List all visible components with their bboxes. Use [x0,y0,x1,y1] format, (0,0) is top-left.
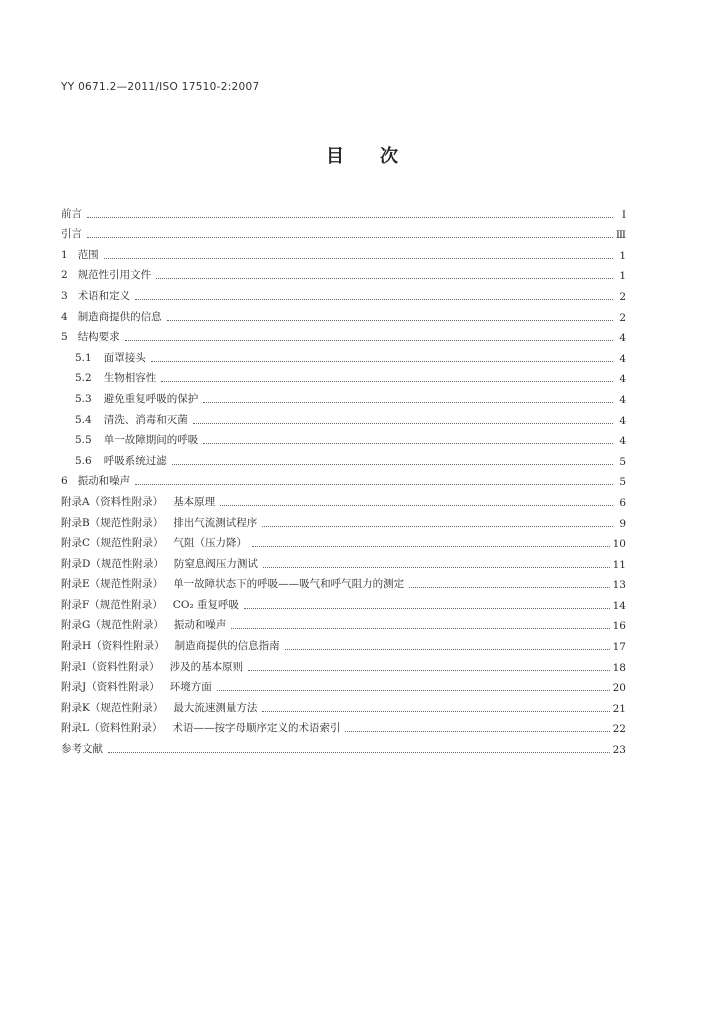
dot-leader [263,567,610,568]
dot-leader [203,402,613,403]
toc-entry-number: 5 [61,331,68,344]
page-title [0,142,724,168]
toc-entry-page: 5 [619,455,626,468]
toc-entry-title: 防窒息阀压力测试 [173,557,258,570]
toc-entry-label [61,741,103,756]
toc-entry-label [75,370,156,385]
toc-entry[interactable] [61,200,626,221]
toc-entry-number: 5.2 [75,372,92,385]
dot-leader [244,608,610,609]
toc-entry-number: 附录D（规范性附录） [61,557,164,570]
toc-entry-title: 前言 [61,207,82,220]
toc-entry-title: CO₂ 重复呼吸 [172,598,239,611]
toc-entry-title: 制造商提供的信息 [77,310,162,323]
toc-entry-page: 10 [612,538,626,551]
toc-entry-label [61,679,212,694]
toc-entry-page: Ⅰ [621,208,626,221]
dot-leader [87,217,613,218]
dot-leader [156,278,613,279]
toc-entry-title: 涉及的基本原则 [169,660,244,673]
toc-entry-page: 23 [612,744,626,757]
toc-entry-title: 术语——按字母顺序定义的术语索引 [172,722,341,735]
toc-entry-number: 5.6 [75,454,92,467]
toc-entry-page: 4 [619,414,626,427]
standard-code: YY 0671.2—2011/ISO 17510-2:2007 [61,81,260,93]
dot-leader [172,464,613,465]
title-char-1: 目 [326,146,344,167]
toc-entry-number: 附录F（规范性附录） [61,598,163,611]
toc-entry-page: 1 [619,249,626,262]
dot-leader [409,587,609,588]
dot-leader [285,649,610,650]
toc-entry-label [61,473,130,488]
dot-leader [231,628,609,629]
toc-entry-page: Ⅲ [615,229,626,242]
toc-entry-number: 附录I（资料性附录） [61,660,160,673]
dot-leader [87,237,613,238]
toc-entry-page: 4 [619,373,626,386]
toc-entry[interactable] [61,406,626,427]
toc-entry-label [75,350,146,365]
toc-entry[interactable] [61,221,626,242]
toc-entry-number: 3 [61,289,68,302]
toc-entry-title: 引言 [61,228,82,241]
toc-entry-title: 单一故障期间的呼吸 [103,434,199,447]
toc-entry[interactable] [61,303,626,324]
toc-entry-title: 最大流速测量方法 [173,701,258,714]
toc-entry[interactable] [61,550,626,571]
toc-entry-number: 附录J（资料性附录） [61,681,160,694]
toc-entry-title: 避免重复呼吸的保护 [103,392,199,405]
toc-entry-title: 术语和定义 [77,289,131,302]
toc-entry-title: 振动和噪声 [173,619,227,632]
toc-entry-title: 排出气流测试程序 [173,516,258,529]
toc-entry[interactable] [61,427,626,448]
toc-entry[interactable] [61,447,626,468]
toc-entry-page: 20 [612,682,626,695]
toc-entry[interactable] [61,530,626,551]
toc-entry-label [61,247,99,262]
toc-entry-number: 5.4 [75,413,92,426]
toc-entry[interactable] [61,324,626,345]
dot-leader [252,546,610,547]
toc-entry-page: 17 [612,641,626,654]
toc-entry-number: 5.1 [75,351,92,364]
toc-entry[interactable] [61,344,626,365]
toc-entry[interactable] [61,612,626,633]
toc-entry-number: 5.5 [75,434,92,447]
toc-entry-title: 呼吸系统过滤 [103,454,167,467]
dot-leader [193,423,613,424]
title-char-2: 次 [380,146,398,167]
toc-entry[interactable] [61,509,626,530]
toc-entry[interactable] [61,591,626,612]
toc-entry-label [61,576,404,591]
toc-entry-title: 规范性引用文件 [77,269,152,282]
toc-entry-label [61,309,162,324]
toc-entry-page: 4 [619,332,626,345]
dot-leader [262,711,609,712]
toc-entry-label [61,720,340,735]
toc-entry-number: 附录G（规范性附录） [61,619,164,632]
toc-entry-label [75,453,167,468]
toc-entry-page: 13 [612,579,626,592]
toc-entry-label [61,597,239,612]
toc-entry-number: 附录B（规范性附录） [61,516,164,529]
toc-entry-page: 16 [612,620,626,633]
toc-entry-title: 参考文献 [61,743,103,756]
dot-leader [345,731,609,732]
toc-entry-title: 面罩接头 [103,351,146,364]
toc-entry-label [61,329,120,344]
toc-entry-title: 单一故障状态下的呼吸——吸气和呼气阻力的测定 [173,578,405,591]
toc-entry-label [61,288,130,303]
toc-entry-label [61,659,243,674]
dot-leader [108,752,610,753]
toc-entry-number: 1 [61,248,68,261]
toc-entry[interactable] [61,571,626,592]
toc-entry-page: 14 [612,599,626,612]
dot-leader [203,443,613,444]
toc-entry-label [61,556,258,571]
toc-entry-page: 1 [619,270,626,283]
toc-entry-title: 结构要求 [77,331,120,344]
toc-entry-page: 2 [619,311,626,324]
toc-entry-number: 6 [61,475,68,488]
toc-entry-number: 附录E（规范性附录） [61,578,164,591]
toc-entry-page: 18 [612,661,626,674]
toc-entry-number: 附录L（资料性附录） [61,722,163,735]
toc-entry-title: 环境方面 [169,681,212,694]
toc-entry-page: 6 [619,496,626,509]
toc-entry-page: 4 [619,435,626,448]
toc-entry-title: 清洗、消毒和灭菌 [103,413,188,426]
toc-entry[interactable] [61,694,626,715]
dot-leader [151,361,613,362]
toc-entry-label [61,206,82,221]
toc-entry-title: 生物相容性 [103,372,157,385]
toc-entry[interactable] [61,488,626,509]
dot-leader [262,526,613,527]
toc-entry-label [61,617,226,632]
toc-entry-label [61,700,257,715]
toc-entry-page: 2 [619,290,626,303]
toc-entry[interactable] [61,365,626,386]
toc-entry-label [75,412,188,427]
dot-leader [217,690,610,691]
toc-entry-label [61,494,215,509]
dot-leader [135,299,613,300]
toc-entry-label [61,267,151,282]
toc-entry[interactable] [61,468,626,489]
toc-entry-title: 范围 [77,248,99,261]
toc-entry-label [61,638,280,653]
toc-entry-page: 11 [612,558,626,571]
toc-entry[interactable] [61,674,626,695]
dot-leader [135,484,613,485]
toc-entry-page: 22 [612,723,626,736]
dot-leader [104,258,613,259]
toc-entry-label [61,535,247,550]
toc-entry-page: 21 [612,702,626,715]
toc-entry-label [61,515,257,530]
toc-entry[interactable] [61,385,626,406]
toc-entry-number: 2 [61,269,68,282]
toc-entry[interactable] [61,715,626,736]
dot-leader [125,340,613,341]
toc-entry-title: 气阻（压力降） [173,537,248,550]
toc-entry-number: 附录H（资料性附录） [61,640,165,653]
toc-entry-page: 9 [619,517,626,530]
dot-leader [248,670,609,671]
dot-leader [167,320,613,321]
toc-entry-number: 附录A（资料性附录） [61,495,164,508]
toc-entry[interactable] [61,241,626,262]
toc-entry-page: 5 [619,476,626,489]
dot-leader [161,381,613,382]
toc-entry-number: 附录C（规范性附录） [61,537,164,550]
toc-entry[interactable] [61,735,626,756]
toc-entry-number: 附录K（规范性附录） [61,701,164,714]
toc-entry-label [61,226,82,241]
toc-entry[interactable] [61,262,626,283]
dot-leader [220,505,613,506]
toc-entry-label [75,391,198,406]
toc-entry-page: 4 [619,352,626,365]
toc-entry-title: 制造商提供的信息指南 [174,640,280,653]
toc-entry-label [75,432,198,447]
toc-entry-title: 基本原理 [173,495,216,508]
toc-entry-title: 振动和噪声 [77,475,131,488]
toc-entry[interactable] [61,282,626,303]
table-of-contents [61,200,626,756]
toc-entry-number: 5.3 [75,392,92,405]
toc-entry-page: 4 [619,393,626,406]
toc-entry[interactable] [61,653,626,674]
toc-entry-number: 4 [61,310,68,323]
toc-entry[interactable] [61,632,626,653]
